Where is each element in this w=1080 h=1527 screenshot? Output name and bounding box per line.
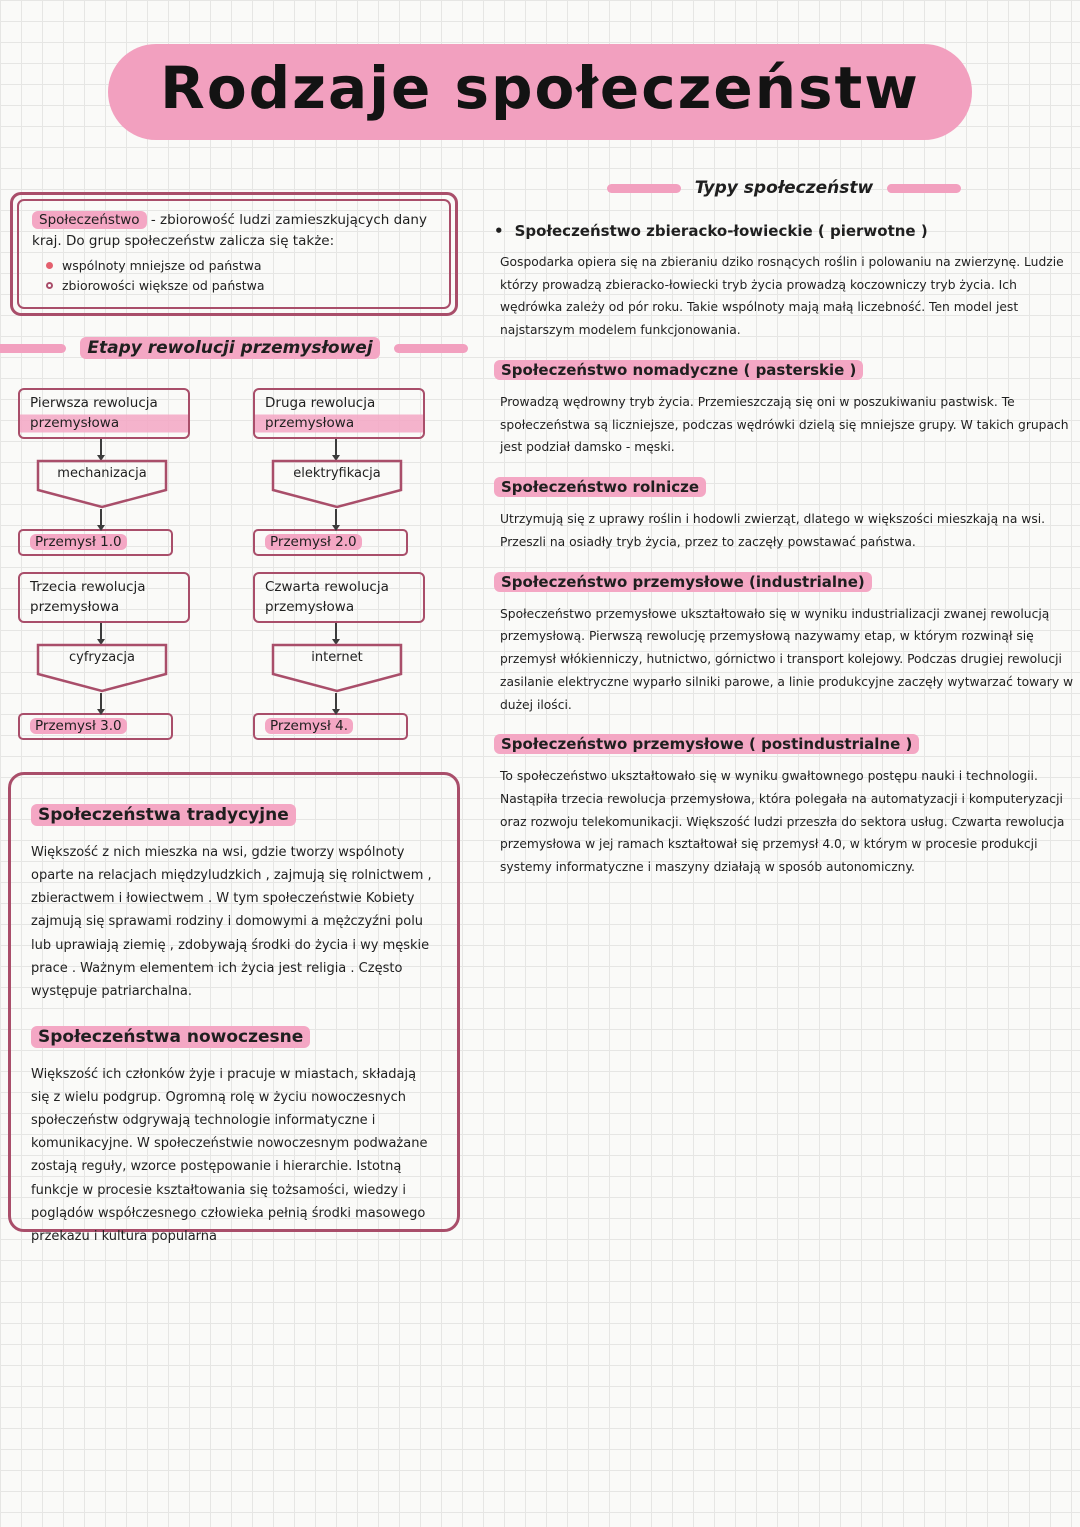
type-heading xyxy=(494,572,1074,592)
flow-bottom-box xyxy=(18,713,173,740)
type-text: Prowadzą wędrowny tryb życia. Przemieszczają się oni w poszukiwaniu pastwisk. Te społeczeństwa są liczniejsze, podczas wędrówki dzielą się mniejsze grupy. W takich grupach jest podział damsko - męski. xyxy=(500,394,1069,455)
flow-mid-label: elektryfikacja xyxy=(293,466,381,482)
flow-section-title: Etapy rewolucji przemysłowej xyxy=(80,337,379,359)
bullet-text: wspólnoty mniejsze od państwa xyxy=(62,257,262,273)
type-heading-text: Społeczeństwo przemysłowe (industrialne) xyxy=(494,572,872,592)
flow-arrow xyxy=(335,509,337,529)
list-item xyxy=(46,276,436,296)
type-heading xyxy=(494,477,1074,497)
title-highlight xyxy=(108,44,972,140)
traditional-heading-text: Społeczeństwa tradycyjne xyxy=(31,804,296,826)
flow-bottom-box xyxy=(253,529,408,556)
flowchart xyxy=(18,388,448,740)
flow-bottom-label: Przemysł 1.0 xyxy=(30,534,127,550)
flow-mid-label: internet xyxy=(311,650,363,666)
flow-third-revolution xyxy=(18,572,213,740)
decorative-bar xyxy=(0,344,66,353)
definition-term: Społeczeństwo xyxy=(32,211,147,229)
types-heading xyxy=(494,178,1074,198)
type-text: Gospodarka opiera się na zbieraniu dziko rosnących roślin i polowaniu na zwierzynę. Ludzie którzy prowadzą zbieracko-łowiecki tryb życia prowadzą koczowniczy tryb życia. Ich wędrówka zależy od pór roku. Takie wspólnoty mają małą liczebność. Ten model jest najstarszym modelem funkcjonowania. xyxy=(500,255,1064,338)
bullet-dot-icon xyxy=(46,262,53,269)
decorative-bar xyxy=(394,344,468,353)
definition-box-inner xyxy=(17,199,451,309)
flow-top-box: Pierwsza rewolucja przemysłowa xyxy=(18,388,190,439)
flow-first-revolution xyxy=(18,388,213,556)
definition-body: - zbiorowość ludzi zamieszkujących dany kraj. Do grup społeczeństw zalicza się także: xyxy=(32,212,427,249)
type-section-industrial xyxy=(494,572,1074,717)
flow-section-heading xyxy=(0,337,460,359)
flow-fourth-revolution xyxy=(253,572,448,740)
modern-heading-text: Społeczeństwa nowoczesne xyxy=(31,1026,310,1048)
flow-mid-label: mechanizacja xyxy=(57,466,147,482)
type-text: Społeczeństwo przemysłowe ukształtowało się w wyniku industrializacji zwanej rewolucją przemysłową. Pierwszą rewolucję przemysłową nazywamy etap, w którym rozwinął się przemysł włókienniczy, hutnictwo, górnictwo i transport kolejowy. Podczas drugiej rewolucji zasilanie elektryczne wyparło silniki parowe, a linie produkcyjne zaczęły wytwarzać towary w dużej ilości. xyxy=(500,606,1074,712)
flow-banner xyxy=(36,643,168,693)
definition-list xyxy=(46,256,436,296)
type-section-postindustrial xyxy=(494,734,1074,879)
modern-heading xyxy=(31,1027,437,1047)
type-heading-text: Społeczeństwo przemysłowe ( postindustrialne ) xyxy=(494,734,919,754)
flow-arrow xyxy=(335,439,337,459)
type-heading-text: Społeczeństwo nomadyczne ( pasterskie ) xyxy=(494,360,863,380)
flow-arrow xyxy=(100,693,102,713)
flow-banner xyxy=(271,459,403,509)
type-section-agricultural xyxy=(494,477,1074,553)
traditional-modern-box xyxy=(8,772,460,1244)
flow-arrow xyxy=(100,623,102,643)
type-heading xyxy=(494,734,1074,754)
flow-banner xyxy=(271,643,403,693)
traditional-text: Większość z nich mieszka na wsi, gdzie tworzy wspólnoty oparte na relacjach międzyludzkich , zajmują się rolnictwem , zbieractwem i łowiectwem . W tym społeczeństwie Kobiety zajmują się sprawami rodziny i domowymi a mężczyźni polu lub uprawiają ziemię , zdobywają środki do życia i wy męskie prace . Ważnym elementem ich życia jest religia . Często występuje patriarchalna. xyxy=(31,845,432,999)
flow-bottom-box xyxy=(253,713,408,740)
bullet-dot-icon xyxy=(46,282,53,289)
type-heading-text: Społeczeństwo rolnicze xyxy=(494,477,706,497)
bullet-text: zbiorowości większe od państwa xyxy=(62,277,265,293)
type-heading-text: Społeczeństwo zbieracko-łowieckie ( pierwotne ) xyxy=(514,222,928,240)
decorative-bar xyxy=(607,184,681,193)
flow-arrow xyxy=(335,693,337,713)
definition-text xyxy=(32,210,436,252)
type-heading xyxy=(494,222,1074,240)
type-text: To społeczeństwo ukształtowało się w wyniku gwałtownego postępu nauki i technologii. Nastąpiła trzecia rewolucja przemysłowa, która polegała na automatyzacji i komputeryzacji oraz rozwoju telekomunikacji. Większość ludzi przeszła do sektora usług. Czwarta rewolucja przemysłowa w jej ramach kształtował się przemysł 4.0, w którym w procesie produkcji systemy informatyczne i maszyny działają w sposób autonomiczny. xyxy=(500,769,1065,875)
flow-arrow xyxy=(100,439,102,459)
flow-mid-label: cyfryzacja xyxy=(69,650,135,666)
type-section-hunter-gatherer xyxy=(494,222,1074,342)
type-heading xyxy=(494,360,1074,380)
flow-top-box: Czwarta rewolucja przemysłowa xyxy=(253,572,425,623)
flow-top-box: Trzecia rewolucja przemysłowa xyxy=(18,572,190,623)
type-section-nomadic xyxy=(494,360,1074,459)
flow-top-box: Druga rewolucja przemysłowa xyxy=(253,388,425,439)
definition-box xyxy=(10,192,458,316)
bullet-dot-icon: • xyxy=(494,222,504,240)
flow-banner xyxy=(36,459,168,509)
flow-arrow xyxy=(335,623,337,643)
modern-text: Większość ich członków żyje i pracuje w miastach, składają się z wielu podgrup. Ogromną rolę w życiu nowoczesnych społeczeństw odgrywają technologie informatyczne i komunikacyjne. W społeczeństwie nowoczesnym podważane zostają reguły, wzorce postępowanie i hierarchie. Istotną funkcje w procesie kształtowania się tożsamości, wiedzy i poglądów współczesnego człowieka pełnią środki masowego przekazu i kultura popularna xyxy=(31,1066,428,1244)
flow-bottom-label: Przemysł 3.0 xyxy=(30,718,127,734)
traditional-heading xyxy=(31,805,437,825)
flow-arrow xyxy=(100,509,102,529)
flow-bottom-label: Przemysł 4. xyxy=(265,718,353,734)
list-item xyxy=(46,256,436,276)
flow-second-revolution xyxy=(253,388,448,556)
types-heading-text: Typy społeczeństw xyxy=(694,178,874,198)
flow-bottom-box xyxy=(18,529,173,556)
decorative-bar xyxy=(887,184,961,193)
types-column xyxy=(494,178,1074,897)
page-title-text: Rodzaje społeczeństw xyxy=(160,54,920,122)
flow-bottom-label: Przemysł 2.0 xyxy=(265,534,362,550)
type-text: Utrzymują się z uprawy roślin i hodowli zwierząt, dlatego w większości mieszkają na wsi. Przeszli na osiadły tryb życia, przez to zaczęły powstawać państwa. xyxy=(500,512,1046,549)
page-title xyxy=(0,44,1080,140)
